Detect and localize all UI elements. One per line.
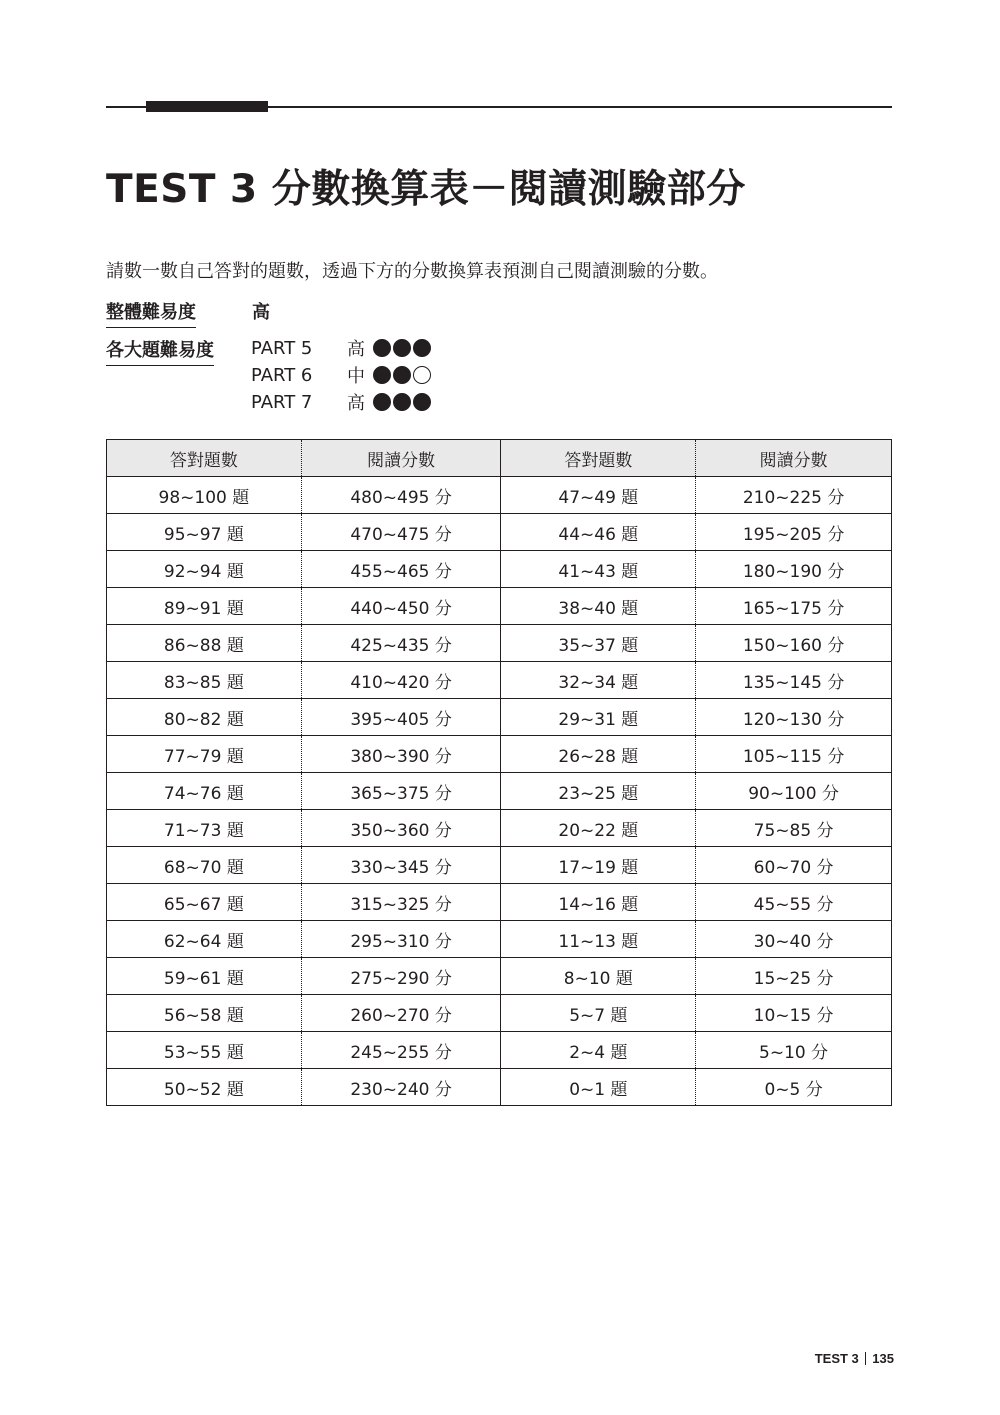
reading-score-cell: 315~325 分 bbox=[301, 884, 501, 921]
column-header-reading-score: 閱讀分數 bbox=[696, 440, 892, 477]
filled-circle-icon bbox=[373, 339, 391, 357]
empty-circle-icon bbox=[413, 366, 431, 384]
difficulty-rating bbox=[373, 393, 431, 411]
overall-difficulty-label: 整體難易度 bbox=[106, 298, 196, 328]
table-row bbox=[107, 477, 892, 514]
column-header-correct-count: 答對題數 bbox=[107, 440, 302, 477]
reading-score-cell: 470~475 分 bbox=[301, 514, 501, 551]
table-row bbox=[107, 662, 892, 699]
correct-count-cell: 47~49 題 bbox=[501, 477, 696, 514]
table-row bbox=[107, 551, 892, 588]
reading-score-cell: 5~10 分 bbox=[696, 1032, 892, 1069]
reading-score-cell: 365~375 分 bbox=[301, 773, 501, 810]
intro-text: 請數一數自己答對的題數，透過下方的分數換算表預測自己閱讀測驗的分數。 bbox=[106, 261, 718, 282]
correct-count-cell: 8~10 題 bbox=[501, 958, 696, 995]
reading-score-cell: 480~495 分 bbox=[301, 477, 501, 514]
correct-count-cell: 95~97 題 bbox=[107, 514, 302, 551]
table-row bbox=[107, 736, 892, 773]
reading-score-cell: 165~175 分 bbox=[696, 588, 892, 625]
page-title: TEST 3 分數換算表－閱讀測驗部分 bbox=[106, 167, 746, 212]
correct-count-cell: 44~46 題 bbox=[501, 514, 696, 551]
reading-score-cell: 455~465 分 bbox=[301, 551, 501, 588]
reading-score-cell: 330~345 分 bbox=[301, 847, 501, 884]
part-difficulty-row bbox=[251, 336, 431, 360]
part-difficulty-label: 各大題難易度 bbox=[106, 336, 214, 366]
part-name: PART 7 bbox=[251, 391, 313, 413]
page-number: 135 bbox=[872, 1351, 894, 1366]
footer-section: TEST 3 bbox=[814, 1351, 859, 1366]
correct-count-cell: 5~7 題 bbox=[501, 995, 696, 1032]
reading-score-cell: 75~85 分 bbox=[696, 810, 892, 847]
part-difficulty-row bbox=[251, 390, 431, 414]
table-row bbox=[107, 810, 892, 847]
table-row bbox=[107, 699, 892, 736]
filled-circle-icon bbox=[393, 366, 411, 384]
reading-score-cell: 10~15 分 bbox=[696, 995, 892, 1032]
reading-score-cell: 295~310 分 bbox=[301, 921, 501, 958]
table-row bbox=[107, 1032, 892, 1069]
table-row bbox=[107, 921, 892, 958]
column-header-reading-score: 閱讀分數 bbox=[301, 440, 501, 477]
part-name: PART 6 bbox=[251, 364, 313, 386]
table-row bbox=[107, 958, 892, 995]
correct-count-cell: 74~76 題 bbox=[107, 773, 302, 810]
score-conversion-table bbox=[106, 439, 892, 1106]
reading-score-cell: 395~405 分 bbox=[301, 699, 501, 736]
overall-difficulty-value: 高 bbox=[252, 302, 270, 323]
correct-count-cell: 71~73 題 bbox=[107, 810, 302, 847]
correct-count-cell: 86~88 題 bbox=[107, 625, 302, 662]
reading-score-cell: 90~100 分 bbox=[696, 773, 892, 810]
table-row bbox=[107, 995, 892, 1032]
reading-score-cell: 135~145 分 bbox=[696, 662, 892, 699]
header-rule-accent bbox=[146, 101, 268, 112]
reading-score-cell: 230~240 分 bbox=[301, 1069, 501, 1106]
reading-score-cell: 275~290 分 bbox=[301, 958, 501, 995]
filled-circle-icon bbox=[393, 393, 411, 411]
correct-count-cell: 23~25 題 bbox=[501, 773, 696, 810]
table-header-row bbox=[107, 440, 892, 477]
table-row bbox=[107, 514, 892, 551]
reading-score-cell: 410~420 分 bbox=[301, 662, 501, 699]
correct-count-cell: 53~55 題 bbox=[107, 1032, 302, 1069]
correct-count-cell: 89~91 題 bbox=[107, 588, 302, 625]
reading-score-cell: 260~270 分 bbox=[301, 995, 501, 1032]
table-row bbox=[107, 588, 892, 625]
filled-circle-icon bbox=[413, 339, 431, 357]
reading-score-cell: 45~55 分 bbox=[696, 884, 892, 921]
correct-count-cell: 41~43 題 bbox=[501, 551, 696, 588]
filled-circle-icon bbox=[373, 366, 391, 384]
correct-count-cell: 77~79 題 bbox=[107, 736, 302, 773]
correct-count-cell: 0~1 題 bbox=[501, 1069, 696, 1106]
correct-count-cell: 11~13 題 bbox=[501, 921, 696, 958]
reading-score-cell: 245~255 分 bbox=[301, 1032, 501, 1069]
reading-score-cell: 150~160 分 bbox=[696, 625, 892, 662]
correct-count-cell: 26~28 題 bbox=[501, 736, 696, 773]
correct-count-cell: 68~70 題 bbox=[107, 847, 302, 884]
column-header-correct-count: 答對題數 bbox=[501, 440, 696, 477]
table-row bbox=[107, 847, 892, 884]
filled-circle-icon bbox=[373, 393, 391, 411]
correct-count-cell: 2~4 題 bbox=[501, 1032, 696, 1069]
part-level: 中 bbox=[347, 366, 365, 387]
correct-count-cell: 20~22 題 bbox=[501, 810, 696, 847]
reading-score-cell: 425~435 分 bbox=[301, 625, 501, 662]
table-row bbox=[107, 773, 892, 810]
table-row bbox=[107, 884, 892, 921]
filled-circle-icon bbox=[393, 339, 411, 357]
correct-count-cell: 32~34 題 bbox=[501, 662, 696, 699]
reading-score-cell: 60~70 分 bbox=[696, 847, 892, 884]
difficulty-rating bbox=[373, 366, 431, 384]
correct-count-cell: 56~58 題 bbox=[107, 995, 302, 1032]
table-row bbox=[107, 1069, 892, 1106]
part-difficulty-row bbox=[251, 363, 431, 387]
page-footer bbox=[815, 1351, 894, 1366]
part-level: 高 bbox=[347, 339, 365, 360]
reading-score-cell: 195~205 分 bbox=[696, 514, 892, 551]
part-level: 高 bbox=[347, 393, 365, 414]
reading-score-cell: 210~225 分 bbox=[696, 477, 892, 514]
correct-count-cell: 29~31 題 bbox=[501, 699, 696, 736]
table-row bbox=[107, 625, 892, 662]
reading-score-cell: 30~40 分 bbox=[696, 921, 892, 958]
correct-count-cell: 14~16 題 bbox=[501, 884, 696, 921]
correct-count-cell: 65~67 題 bbox=[107, 884, 302, 921]
correct-count-cell: 50~52 題 bbox=[107, 1069, 302, 1106]
correct-count-cell: 98~100 題 bbox=[107, 477, 302, 514]
reading-score-cell: 0~5 分 bbox=[696, 1069, 892, 1106]
reading-score-cell: 350~360 分 bbox=[301, 810, 501, 847]
reading-score-cell: 105~115 分 bbox=[696, 736, 892, 773]
correct-count-cell: 59~61 題 bbox=[107, 958, 302, 995]
reading-score-cell: 440~450 分 bbox=[301, 588, 501, 625]
filled-circle-icon bbox=[413, 393, 431, 411]
reading-score-cell: 380~390 分 bbox=[301, 736, 501, 773]
difficulty-rating bbox=[373, 339, 431, 357]
correct-count-cell: 80~82 題 bbox=[107, 699, 302, 736]
correct-count-cell: 83~85 題 bbox=[107, 662, 302, 699]
footer-divider bbox=[865, 1352, 867, 1365]
correct-count-cell: 35~37 題 bbox=[501, 625, 696, 662]
reading-score-cell: 120~130 分 bbox=[696, 699, 892, 736]
correct-count-cell: 38~40 題 bbox=[501, 588, 696, 625]
part-name: PART 5 bbox=[251, 337, 313, 359]
correct-count-cell: 92~94 題 bbox=[107, 551, 302, 588]
correct-count-cell: 17~19 題 bbox=[501, 847, 696, 884]
correct-count-cell: 62~64 題 bbox=[107, 921, 302, 958]
reading-score-cell: 180~190 分 bbox=[696, 551, 892, 588]
reading-score-cell: 15~25 分 bbox=[696, 958, 892, 995]
